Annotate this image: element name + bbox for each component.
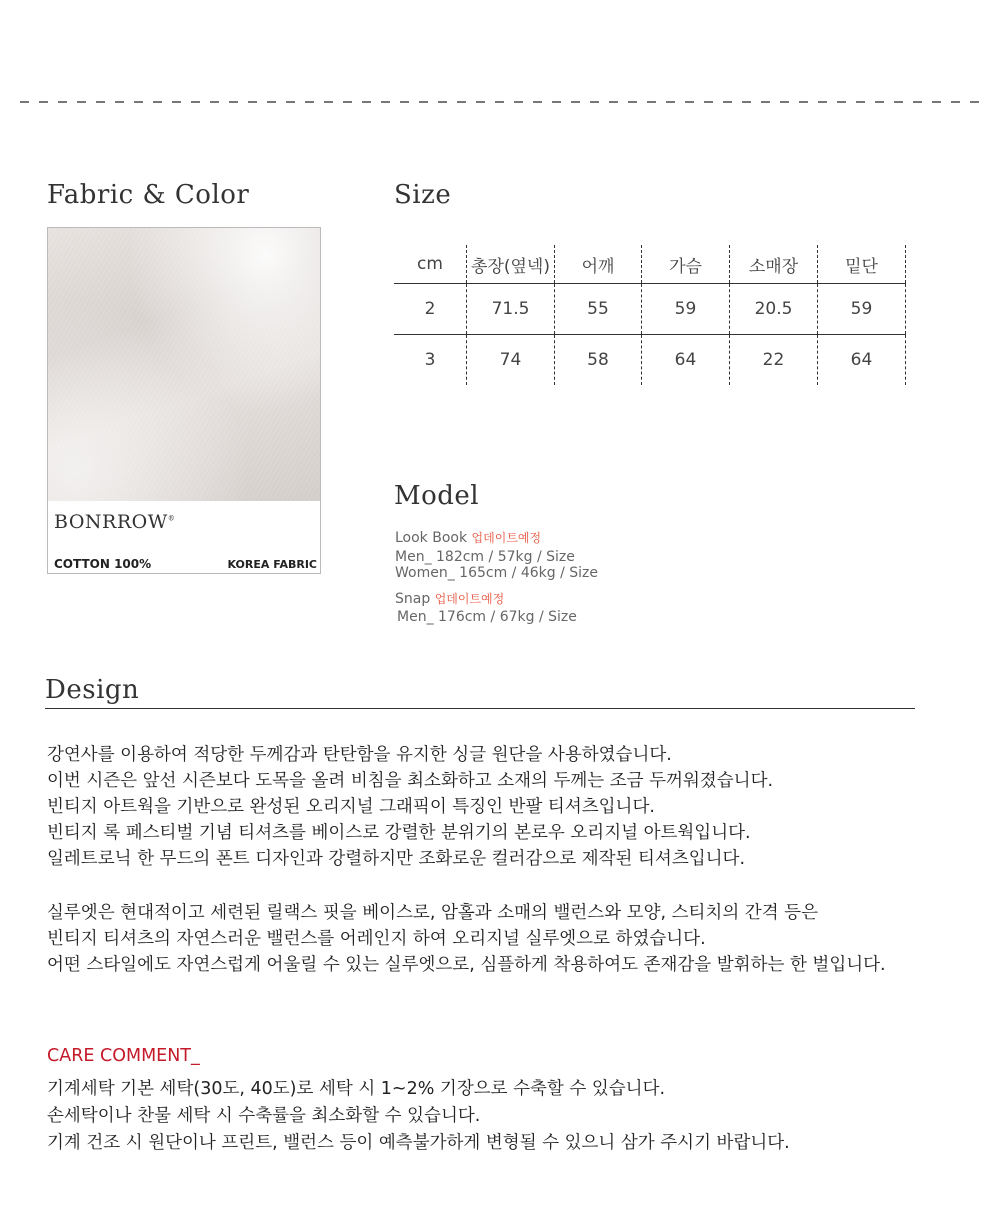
size-cell: 59	[642, 284, 730, 335]
snap-line	[395, 590, 504, 607]
lookbook-label: Look Book	[395, 530, 468, 546]
dashed-divider	[20, 101, 982, 103]
size-cell: 59	[818, 284, 906, 335]
snap-men: Men_ 176cm / 67kg / Size	[397, 609, 577, 625]
fabric-swatch-image	[48, 228, 320, 501]
size-title: Size	[394, 180, 452, 210]
design-line: 일레트로닉 한 무드의 폰트 디자인과 강렬하지만 조화로운 컬러감으로 제작된 티셔츠입니다.	[47, 849, 746, 869]
header-chest: 가슴	[642, 245, 730, 284]
size-cell: 58	[555, 335, 642, 386]
design-line: 빈티지 록 페스티벌 기념 티셔츠를 베이스로 강렬한 분위기의 본로우 오리지널 아트웍입니다.	[47, 823, 751, 843]
care-line: 손세탁이나 찬물 세탁 시 수축률을 최소화할 수 있습니다.	[47, 1106, 481, 1126]
care-line: 기계세탁 기본 세탁(30도, 40도)로 세탁 시 1~2% 기장으로 수축할 수 있습니다.	[47, 1079, 666, 1099]
registered-mark: ®	[167, 514, 176, 523]
brand-label	[54, 511, 175, 533]
size-cell: 20.5	[730, 284, 818, 335]
brand-name: BONRROW	[54, 511, 168, 533]
model-title: Model	[394, 481, 480, 511]
care-line: 기계 건조 시 원단이나 프린트, 밸런스 등이 예측불가하게 변형될 수 있으니 삼가 주시기 바랍니다.	[47, 1133, 790, 1153]
design-line: 어떤 스타일에도 자연스럽게 어울릴 수 있는 실루엣으로, 심플하게 착용하여도 존재감을 발휘하는 한 벌입니다.	[47, 955, 886, 975]
size-cell: 22	[730, 335, 818, 386]
size-cell: 64	[818, 335, 906, 386]
size-cell: 71.5	[467, 284, 555, 335]
header-cm: cm	[394, 245, 467, 284]
size-row	[394, 284, 906, 335]
size-cell: 74	[467, 335, 555, 386]
lookbook-status: 업데이트예정	[471, 531, 542, 545]
design-line: 빈티지 아트웍을 기반으로 완성된 오리지널 그래픽이 특징인 반팔 티셔츠입니다.	[47, 797, 655, 817]
lookbook-men: Men_ 182cm / 57kg / Size	[395, 549, 575, 565]
fabric-color-title: Fabric & Color	[47, 180, 250, 210]
design-title: Design	[45, 675, 140, 705]
design-line: 강연사를 이용하여 적당한 두께감과 탄탄함을 유지한 싱글 원단을 사용하였습니다.	[47, 745, 672, 765]
design-divider	[45, 708, 915, 709]
header-length: 총장(옆넥)	[467, 245, 555, 284]
size-cell: 64	[642, 335, 730, 386]
lookbook-line	[395, 529, 541, 546]
size-row	[394, 335, 906, 386]
snap-label: Snap	[395, 591, 431, 607]
header-shoulder: 어깨	[555, 245, 642, 284]
fabric-composition: COTTON 100%	[54, 557, 152, 571]
size-cell: 55	[555, 284, 642, 335]
lookbook-women: Women_ 165cm / 46kg / Size	[395, 565, 598, 581]
header-sleeve: 소매장	[730, 245, 818, 284]
size-header-row	[394, 245, 906, 284]
fabric-origin: KOREA FABRIC	[227, 558, 317, 571]
care-comment-title: CARE COMMENT_	[47, 1046, 200, 1066]
size-table	[394, 245, 906, 385]
design-line: 빈티지 티셔츠의 자연스러운 밸런스를 어레인지 하여 오리지널 실루엣으로 하였습니다.	[47, 929, 706, 949]
design-line: 실루엣은 현대적이고 세련된 릴랙스 핏을 베이스로, 암홀과 소매의 밸런스와 모양, 스티치의 간격 등은	[47, 903, 818, 923]
size-cell: 2	[394, 284, 467, 335]
fabric-card	[47, 227, 321, 574]
size-cell: 3	[394, 335, 467, 386]
design-line: 이번 시즌은 앞선 시즌보다 도목을 올려 비침을 최소화하고 소재의 두께는 조금 두꺼워졌습니다.	[47, 771, 774, 791]
header-hem: 밑단	[818, 245, 906, 284]
snap-status: 업데이트예정	[434, 592, 505, 606]
